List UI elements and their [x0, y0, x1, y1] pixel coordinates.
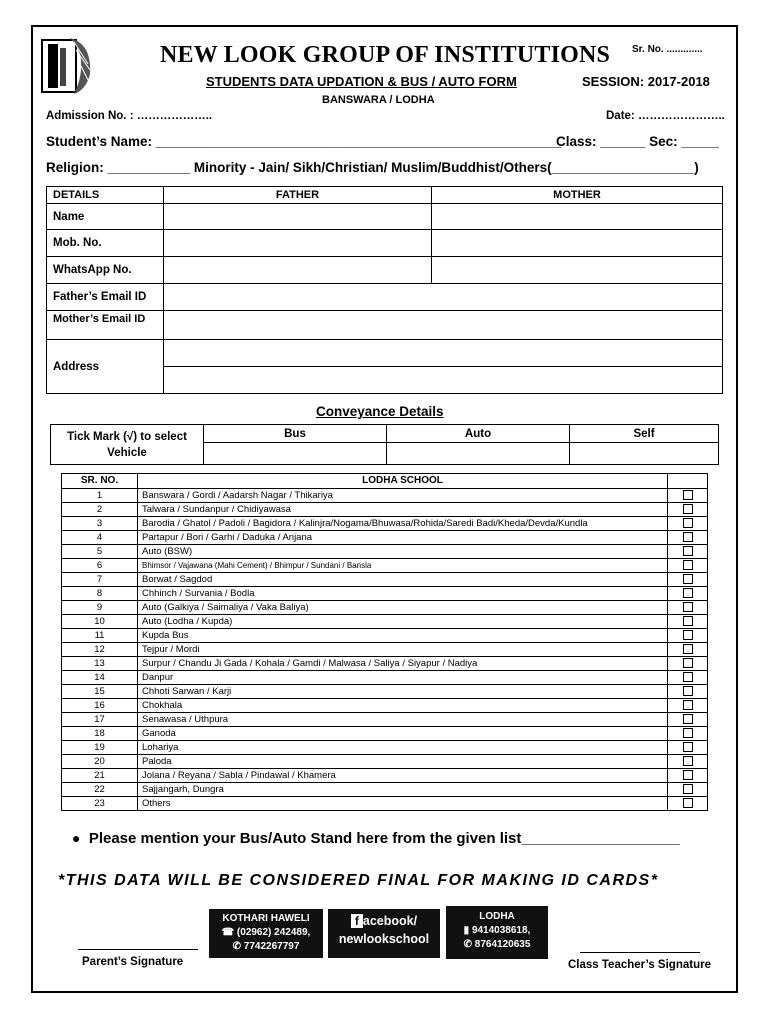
teacher-signature-line[interactable]: [580, 952, 700, 953]
route-sr-no: 18: [62, 727, 138, 741]
address-line-1[interactable]: [164, 340, 723, 367]
route-name: Lohariya: [138, 741, 668, 755]
route-row: [62, 657, 708, 671]
route-checkbox[interactable]: [683, 672, 693, 682]
auto-tick-cell[interactable]: [387, 443, 570, 465]
route-sr-no: 22: [62, 783, 138, 797]
facebook-icon: f: [351, 914, 363, 928]
route-name: Senawasa / Uthpura: [138, 713, 668, 727]
route-name: Paloda: [138, 755, 668, 769]
contact-lodha: LODHA ▮ 9414038618, ✆ 8764120635: [446, 906, 548, 959]
father-mobile-cell[interactable]: [164, 230, 432, 257]
route-sr-no: 12: [62, 643, 138, 657]
whatsapp-label: WhatsApp No.: [47, 257, 164, 284]
father-email-cell[interactable]: [164, 284, 723, 311]
school-header: LODHA SCHOOL: [138, 474, 668, 489]
vehicle-select-table: [50, 424, 719, 465]
route-name: Sajjangarh, Dungra: [138, 783, 668, 797]
bus-tick-cell[interactable]: [204, 443, 387, 465]
conveyance-title: Conveyance Details: [316, 404, 444, 419]
route-row: [62, 699, 708, 713]
route-name: Barodia / Ghatol / Padoli / Bagidora / Kalinjra/Nogama/Bhuwasa/Rohida/Saredi Badi/Kheda/Devda/Kundla: [138, 517, 668, 531]
route-checkbox[interactable]: [683, 770, 693, 780]
route-name: Tejpur / Mordi: [138, 643, 668, 657]
route-checkbox[interactable]: [683, 742, 693, 752]
route-sr-no: 19: [62, 741, 138, 755]
self-header: Self: [570, 425, 719, 443]
route-sr-no: 14: [62, 671, 138, 685]
mother-name-cell[interactable]: [432, 204, 723, 230]
route-name: Kupda Bus: [138, 629, 668, 643]
student-name-field[interactable]: Student’s Name: ______________________________________________________: [46, 134, 562, 149]
form-title: STUDENTS DATA UPDATION & BUS / AUTO FORM: [206, 74, 517, 89]
route-sr-no: 13: [62, 657, 138, 671]
name-label: Name: [47, 204, 164, 230]
route-row: [62, 741, 708, 755]
final-notice: *THIS DATA WILL BE CONSIDERED FINAL FOR MAKING ID CARDS*: [58, 872, 659, 889]
route-row: [62, 727, 708, 741]
whatsapp-icon: ✆: [232, 941, 241, 952]
route-row: [62, 531, 708, 545]
route-checkbox[interactable]: [683, 574, 693, 584]
route-sr-no: 7: [62, 573, 138, 587]
route-name: Ganoda: [138, 727, 668, 741]
route-sr-no: 6: [62, 559, 138, 573]
route-sr-no: 21: [62, 769, 138, 783]
route-sr-no: 5: [62, 545, 138, 559]
route-checkbox[interactable]: [683, 546, 693, 556]
route-sr-no: 23: [62, 797, 138, 811]
whatsapp-icon: ✆: [463, 939, 472, 950]
route-name: Jolana / Reyana / Sabla / Pindawal / Khamera: [138, 769, 668, 783]
route-checkbox[interactable]: [683, 490, 693, 500]
father-email-label: Father’s Email ID: [47, 284, 164, 311]
route-name: Danpur: [138, 671, 668, 685]
route-row: [62, 643, 708, 657]
route-checkbox[interactable]: [683, 700, 693, 710]
religion-field[interactable]: Religion: ___________ Minority - Jain/ Sikh/Christian/ Muslim/Buddhist/Others(___________________): [46, 160, 699, 175]
route-name: Auto (Lodha / Kupda): [138, 615, 668, 629]
route-name: Bhimsor / Vajawana (Mahi Cement) / Bhimpur / Sundani / Bansla: [138, 559, 668, 573]
mobile-label: Mob. No.: [47, 230, 164, 257]
route-checkbox[interactable]: [683, 644, 693, 654]
teacher-signature-label: Class Teacher’s Signature: [568, 959, 711, 971]
institution-name: NEW LOOK GROUP OF INSTITUTIONS: [160, 42, 611, 68]
route-name: Surpur / Chandu Ji Gada / Kohala / Gamdi / Malwasa / Saliya / Siyapur / Nadiya: [138, 657, 668, 671]
route-checkbox[interactable]: [683, 714, 693, 724]
date-field[interactable]: Date: …………………..: [606, 110, 725, 122]
mother-header: MOTHER: [432, 187, 723, 204]
route-row: [62, 671, 708, 685]
route-sr-no: 17: [62, 713, 138, 727]
class-section-field[interactable]: Class: ______ Sec: _____: [556, 134, 719, 149]
father-name-cell[interactable]: [164, 204, 432, 230]
route-sr-no: 2: [62, 503, 138, 517]
route-name: Talwara / Sundanpur / Chidiyawasa: [138, 503, 668, 517]
route-checkbox[interactable]: [683, 784, 693, 794]
route-row: [62, 629, 708, 643]
route-name: Partapur / Bori / Garhi / Daduka / Anjana: [138, 531, 668, 545]
phone-icon: ☎: [221, 927, 235, 938]
address-line-2[interactable]: [164, 367, 723, 394]
route-sr-no: 10: [62, 615, 138, 629]
route-row: [62, 573, 708, 587]
route-name: Others: [138, 797, 668, 811]
tick-mark-label: Tick Mark (√) to select Vehicle: [51, 425, 204, 465]
route-checkbox[interactable]: [683, 518, 693, 528]
contact-kothari: KOTHARI HAWELI ☎ (02962) 242489, ✆ 7742267797: [209, 909, 323, 958]
bus-header: Bus: [204, 425, 387, 443]
parent-details-table: [46, 186, 723, 394]
route-row: [62, 545, 708, 559]
father-whatsapp-cell[interactable]: [164, 257, 432, 284]
route-checkbox[interactable]: [683, 756, 693, 766]
admission-no-field[interactable]: Admission No. : ………………..: [46, 110, 213, 122]
route-sr-no: 4: [62, 531, 138, 545]
mobile-icon: ▮: [463, 925, 470, 936]
route-row: [62, 615, 708, 629]
route-row: [62, 601, 708, 615]
route-sr-no: 16: [62, 699, 138, 713]
route-sr-no: 3: [62, 517, 138, 531]
route-row: [62, 587, 708, 601]
route-sr-no: 11: [62, 629, 138, 643]
stand-instruction: ● Please mention your Bus/Auto Stand here from the given list___________________: [72, 830, 680, 847]
route-row: [62, 769, 708, 783]
sr-no-header: SR. NO.: [62, 474, 138, 489]
route-checkbox[interactable]: [683, 728, 693, 738]
route-name: Chhoti Sarwan / Karji: [138, 685, 668, 699]
route-sr-no: 9: [62, 601, 138, 615]
institution-logo-icon: [40, 34, 98, 96]
details-header: DETAILS: [47, 187, 164, 204]
route-row: [62, 797, 708, 811]
route-sr-no: 20: [62, 755, 138, 769]
route-row: [62, 559, 708, 573]
route-name: Auto (Galkiya / Saimaliya / Vaka Baliya): [138, 601, 668, 615]
route-row: [62, 685, 708, 699]
route-checkbox[interactable]: [683, 630, 693, 640]
route-row: [62, 489, 708, 503]
route-sr-no: 15: [62, 685, 138, 699]
route-row: [62, 755, 708, 769]
mother-mobile-cell[interactable]: [432, 230, 723, 257]
route-name: Chokhala: [138, 699, 668, 713]
route-sr-no: 8: [62, 587, 138, 601]
parent-signature-label: Parent’s Signature: [82, 956, 184, 968]
mother-email-cell[interactable]: [164, 311, 723, 340]
contact-facebook[interactable]: f acebook/ newlookschool: [328, 909, 440, 958]
route-row: [62, 517, 708, 531]
route-name: Chhinch / Survania / Bodla: [138, 587, 668, 601]
route-checkbox[interactable]: [683, 504, 693, 514]
route-name: Auto (BSW): [138, 545, 668, 559]
serial-number: Sr. No. .............: [632, 44, 703, 55]
mother-email-label: Mother’s Email ID: [47, 311, 164, 340]
route-checkbox[interactable]: [683, 686, 693, 696]
father-header: FATHER: [164, 187, 432, 204]
route-checkbox[interactable]: [683, 798, 693, 808]
route-checkbox[interactable]: [683, 588, 693, 598]
route-name: Borwat / Sagdod: [138, 573, 668, 587]
parent-signature-line[interactable]: [78, 949, 198, 950]
address-label: Address: [47, 340, 164, 394]
route-row: [62, 713, 708, 727]
session: SESSION: 2017-2018: [582, 74, 710, 89]
route-checkbox[interactable]: [683, 602, 693, 612]
route-row: [62, 503, 708, 517]
route-name: Banswara / Gordi / Aadarsh Nagar / Thikariya: [138, 489, 668, 503]
route-checkbox[interactable]: [683, 616, 693, 626]
auto-header: Auto: [387, 425, 570, 443]
self-tick-cell[interactable]: [570, 443, 719, 465]
route-checkbox[interactable]: [683, 658, 693, 668]
route-checkbox[interactable]: [683, 532, 693, 542]
mother-whatsapp-cell[interactable]: [432, 257, 723, 284]
route-row: [62, 783, 708, 797]
location: BANSWARA / LODHA: [322, 94, 435, 106]
routes-table: [61, 473, 708, 811]
route-checkbox[interactable]: [683, 560, 693, 570]
route-sr-no: 1: [62, 489, 138, 503]
